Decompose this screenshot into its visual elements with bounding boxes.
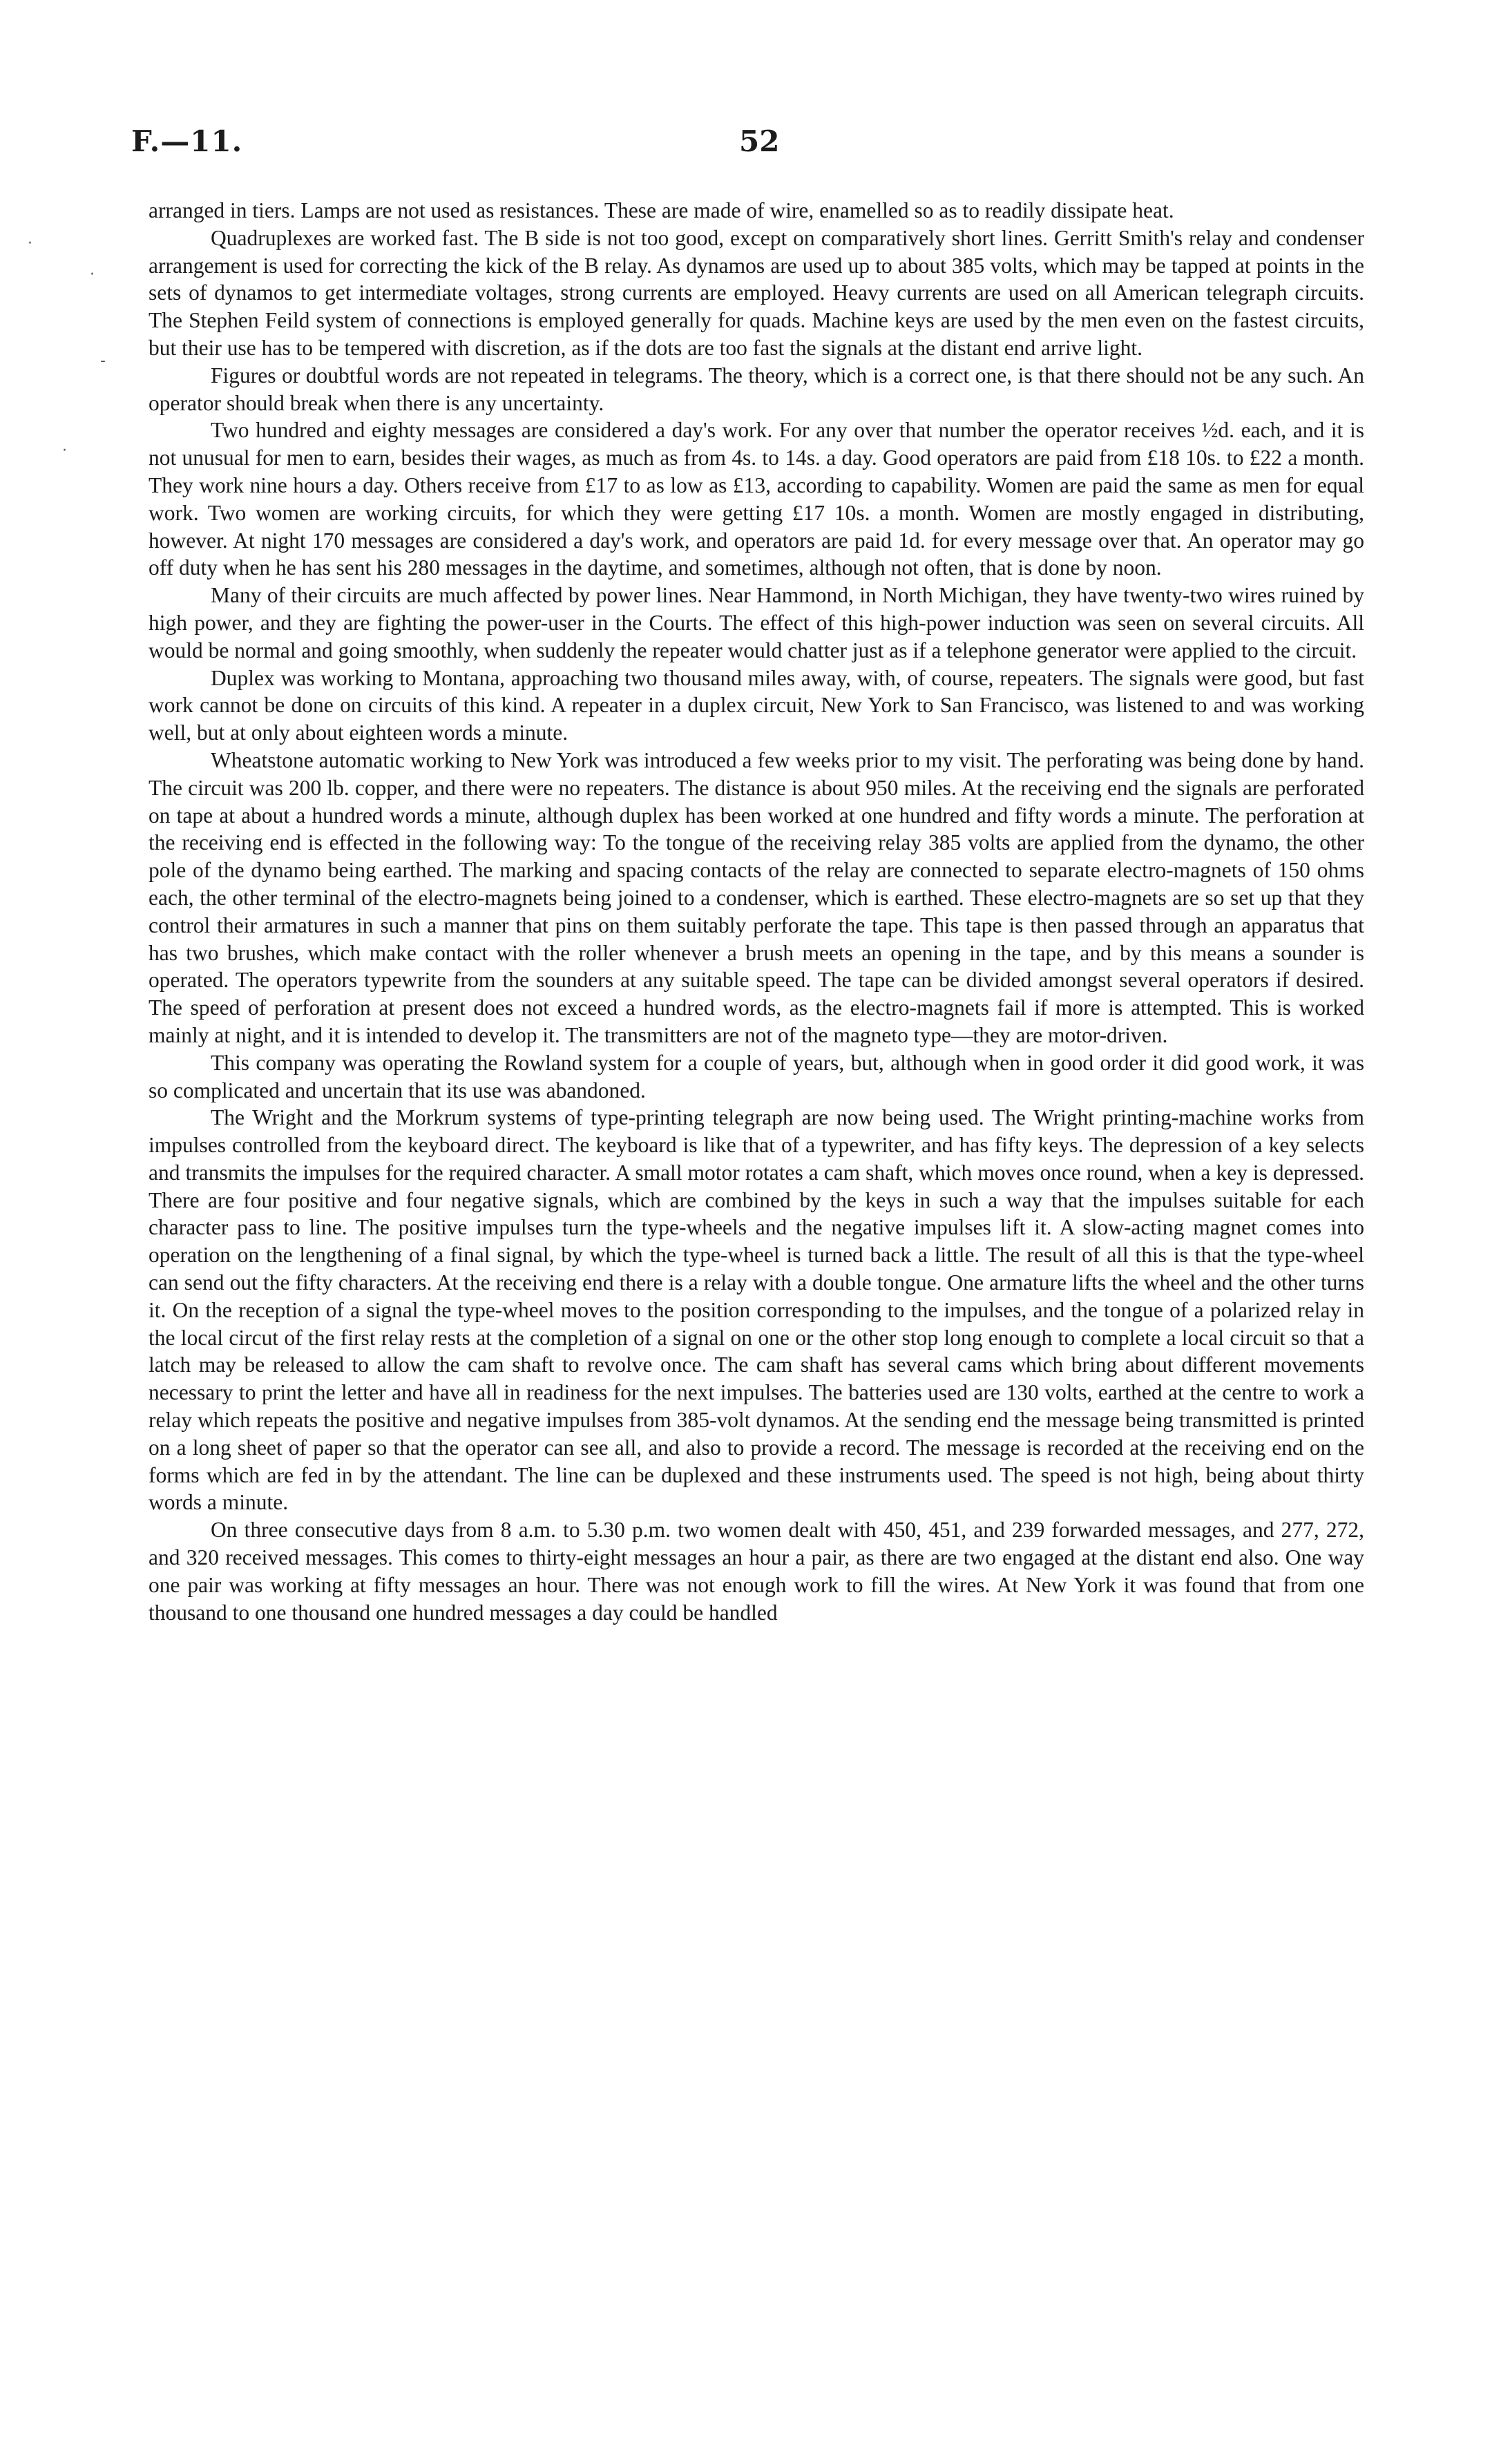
paragraph: Figures or doubtful words are not repeated in telegrams. The theory, which is a correct one, is that there should not be any such. An operator should break when there is any uncertainty. [149,363,1364,415]
margin-tick: · [62,442,67,459]
margin-tick: · [28,235,32,252]
body-text [149,197,1364,1626]
paragraph: The Wright and the Morkrum systems of type-printing telegraph are now being used. The Wright printing-machine works from impulses controlled from the keyboard direct. The keyboard is like that of a typewriter, and has fifty keys. The depression of a key selects and transmits the impulses for the required character. A small motor rotates a cam shaft, which moves once round, when a key is depressed. There are four positive and four negative signals, which are combined by the keys in such a way that the impulses suitable for each character pass to line. The positive impulses turn the type-wheels and the negative impulses lift it. A slow-acting magnet comes into operation on the lengthening of a final signal, by which the type-wheel is turned back a little. The result of all this is that the type-wheel can send out the fifty characters. At the receiving end there is a relay with a double tongue. One armature lifts the wheel and the other turns it. On the reception of a signal the type-wheel moves to the position corresponding to the impulses, and the tongue of a polarized relay in the local circut of the first relay rests at the completion of a signal on one or the other stop long enough to complete a local circuit so that a latch may be released to allow the cam shaft to revolve once. The cam shaft has several cams which bring about different movements necessary to print the letter and have all in readiness for the next impulses. The batteries used are 130 volts, earthed at the centre to work a relay which repeats the positive and negative impulses from 385-volt dynamos. At the sending end the message being transmitted is printed on a long sheet of paper so that the operator can see all, and also to provide a record. The message is recorded at the receiving end on the forms which are fed in by the attendant. The line can be duplexed and these instruments used. The speed is not high, being about thirty words a minute. [149,1105,1364,1515]
document-reference: F.—11. [131,124,243,158]
paragraph: On three consecutive days from 8 a.m. to 5.30 p.m. two women dealt with 450, 451, and 239 forwarded messages, and 277, 272, and 320 received messages. This comes to thirty-eight messages an hour a pair, as there are two engaged at the distant end also. One way one pair was working at fifty messages an hour. There was not enough work to fill the wires. At New York it was found that from one thousand to one thousand one hundred messages a day could be handled [149,1518,1364,1625]
paragraph: arranged in tiers. Lamps are not used as resistances. These are made of wire, enamelled so as to readily dissipate heat. [149,198,1174,222]
page-header [131,124,1370,166]
paragraph: This company was operating the Rowland system for a couple of years, but, although when in good order it did good work, it was so complicated and uncertain that its use was abandoned. [149,1050,1364,1102]
paragraph: Wheatstone automatic working to New York was introduced a few weeks prior to my visit. The perforating was being done by hand. The circuit was 200 lb. copper, and there were no repeaters. The distance is about 950 miles. At the receiving end the signals are perforated on tape at about a hundred words a minute, although duplex has been worked at one hundred and fifty words a minute. The perforation at the receiving end is effected in the following way: To the tongue of the receiving relay 385 volts are applied from the dynamo, the other pole of the dynamo being earthed. The marking and spacing contacts of the relay are connected to separate electro-magnets of 150 ohms each, the other terminal of the electro-magnets being joined to a condenser, which is earthed. These electro-magnets are so set up that they control their armatures in such a manner that pins on them suitably perforate the tape. This tape is then passed through an apparatus that has two brushes, which make contact with the roller whenever a brush meets an opening in the tape, and by this means a sounder is operated. The operators typewrite from the sounders at any suitable speed. The tape can be divided amongst several operators if desired. The speed of perforation at present does not exceed a hundred words, as the electro-magnets fail if more is attempted. This is worked mainly at night, and it is intended to develop it. The transmitters are not of the magneto type—they are motor-driven. [149,747,1364,1047]
margin-tick: · [90,266,95,283]
page-number: 52 [739,124,780,158]
paragraph: Duplex was working to Montana, approaching two thousand miles away, with, of course, repeaters. The signals were good, but fast work cannot be done on circuits of this kind. A repeater in a duplex circuit, New York to San Francisco, was listened to and was working well, but at only about eighteen words a minute. [149,665,1364,745]
paragraph: Quadruplexes are worked fast. The B side is not too good, except on comparatively short lines. Gerritt Smith's relay and condenser arrangement is used for correcting the kick of the B relay. As dynamos are used up to about 385 volts, which may be tapped at points in the sets of dynamos to get intermediate voltages, strong currents are employed. Heavy currents are used on all American telegraph circuits. The Stephen Feild system of connections is employed generally for quads. Machine keys are used by the men even on the fastest circuits, but their use has to be tempered with discretion, as if the dots are too fast the signals at the distant end arrive light. [149,225,1364,360]
margin-tick: - [100,352,106,370]
paragraph: Many of their circuits are much affected by power lines. Near Hammond, in North Michigan, they have twenty-two wires ruined by high power, and they are fighting the power-user in the Courts. The effect of this high-power induction was seen on several circuits. All would be normal and going smoothly, when suddenly the repeater would chatter just as if a telephone generator were applied to the circuit. [149,583,1364,662]
paragraph: Two hundred and eighty messages are considered a day's work. For any over that number the operator receives ½d. each, and it is not unusual for men to earn, besides their wages, as much as from 4s. to 14s. a day. Good operators are paid from £18 10s. to £22 a month. They work nine hours a day. Others receive from £17 to as low as £13, according to capability. Women are paid the same as men for equal work. Two women are working circuits, for which they were getting £17 10s. a month. Women are mostly engaged in distributing, however. At night 170 messages are considered a day's work, and operators are paid 1d. for every message over that. An operator may go off duty when he has sent his 280 messages in the daytime, and sometimes, although not often, that is done by noon. [149,418,1364,580]
